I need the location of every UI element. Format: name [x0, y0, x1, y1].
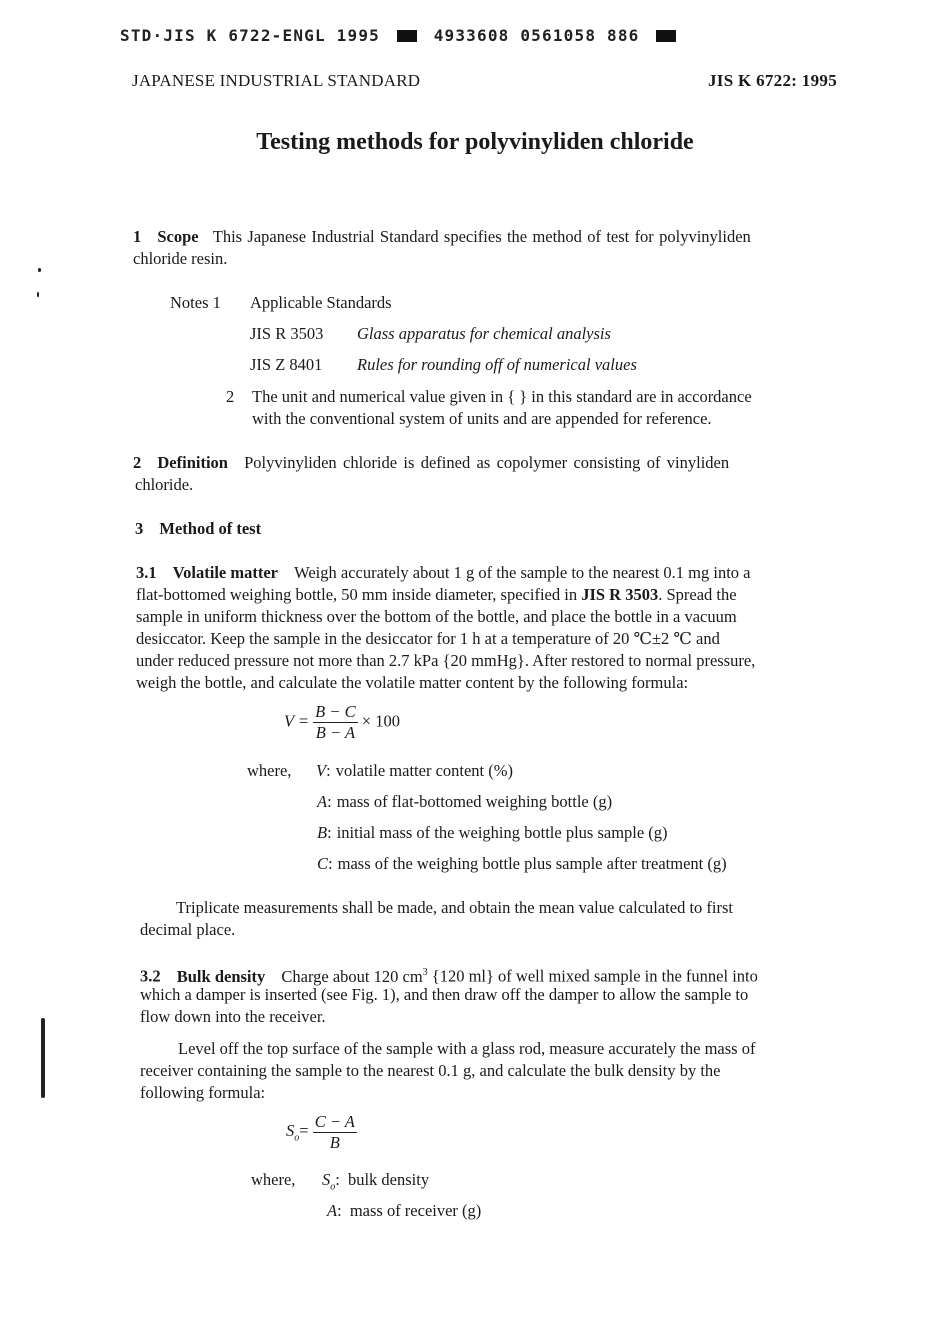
variable-symbol: A — [317, 792, 328, 811]
variable-row: $S_o$: bulk density — [322, 1170, 430, 1193]
text-span: . Spread the — [658, 585, 737, 604]
text-line: This Japanese Industrial Standard specifies the method of test for polyvinyliden — [212, 227, 751, 246]
reference-title: Rules for rounding off of numerical values — [357, 355, 637, 374]
formula-denominator: B — [329, 1133, 340, 1152]
text-line: Weigh accurately about 1 g of the sample to the nearest 0.1 mg into a — [294, 563, 751, 582]
reference-code: JIS Z 8401 — [250, 355, 323, 374]
standard-code: JIS K 6722 — [707, 71, 792, 90]
section-number: 3 — [135, 519, 144, 538]
formula-numerator: B − C — [315, 702, 356, 721]
text-line: which a damper is inserted (see Fig. 1), and then draw off the damper to allow the sample to — [140, 985, 749, 1004]
text-line: chloride resin. — [133, 249, 228, 268]
variable-subscript: o — [330, 1181, 336, 1193]
variable-description: mass of receiver (g) — [349, 1201, 482, 1220]
variable-row — [317, 791, 612, 813]
text-line: Level off the top surface of the sample with a glass rod, measure accurately the mass of — [178, 1039, 756, 1058]
variable-description: initial mass of the weighing bottle plus sample (g) — [336, 823, 668, 842]
where-label: where, — [247, 761, 292, 780]
text-line: sample in uniform thickness over the bottom of the bottle, and place the bottle in a vacuum — [136, 607, 737, 626]
colon: : — [327, 792, 332, 811]
section-number: 3.1 — [136, 563, 157, 582]
formula-equals: = — [299, 1121, 309, 1141]
variable-row — [317, 822, 668, 844]
formula-fraction — [313, 1112, 357, 1153]
variable-row — [316, 760, 513, 782]
header-standard-label: JAPANESE INDUSTRIAL STANDARD — [132, 71, 421, 90]
text-span: Charge about 120 cm — [281, 966, 423, 986]
colon: : — [328, 854, 333, 873]
formula-numerator: C − A — [314, 1112, 355, 1131]
text-line: with the conventional system of units and are appended for reference. — [252, 409, 712, 428]
formula-subscript: o — [294, 1132, 300, 1144]
notes-label: Notes 1 — [170, 293, 221, 312]
margin-mark — [37, 292, 39, 297]
variable-symbol: C — [317, 854, 329, 873]
formula-multiplier: × 100 — [361, 711, 400, 731]
text-line: decimal place. — [140, 920, 236, 939]
stamp-std: STD·JIS K 6722-ENGL 1995 — [120, 26, 380, 45]
header-standard-number — [708, 71, 837, 91]
superscript: 3 — [422, 967, 428, 978]
variable-symbol: B — [317, 823, 328, 842]
section-3-1 — [136, 562, 751, 584]
section-heading: Method of test — [159, 519, 262, 538]
bulk-density-formula — [286, 1112, 357, 1153]
text-line: weigh the bottle, and calculate the volatile matter content by the following formula: — [136, 673, 689, 692]
page-title: Testing methods for polyvinyliden chloride — [256, 129, 694, 155]
document-stamp — [120, 26, 682, 45]
colon: : — [326, 761, 331, 780]
section-heading: Bulk density — [176, 966, 266, 986]
stamp-block-icon — [656, 30, 676, 42]
reference-code: JIS R 3503 — [581, 585, 659, 604]
variable-description: mass of flat-bottomed weighing bottle (g) — [336, 792, 613, 811]
reference-code: JIS R 3503 — [250, 324, 324, 343]
text-line: chloride. — [135, 475, 194, 494]
text-line: receiver containing the sample to the nearest 0.1 g, and calculate the bulk density by the — [140, 1061, 721, 1080]
formula-lhs — [286, 1121, 309, 1144]
note-2-number: 2 — [226, 387, 235, 406]
variable-description: mass of the weighing bottle plus sample after treatment (g) — [337, 854, 727, 873]
text-line: under reduced pressure not more than 2.7 kPa {20 mmHg}. After restored to normal pressure, — [136, 651, 756, 670]
formula-symbol: S — [286, 1121, 295, 1141]
section-3-heading — [135, 518, 261, 540]
formula-lhs: V = — [284, 711, 310, 731]
reference-title: Glass apparatus for chemical analysis — [357, 324, 611, 343]
text-span: flat-bottomed weighing bottle, 50 mm inside diameter, specified in — [136, 585, 582, 604]
text-span: {120 ml} of well mixed sample in the funnel into — [427, 966, 758, 986]
stamp-block-icon — [397, 30, 417, 42]
stamp-code: 4933608 0561058 886 — [433, 26, 640, 45]
volatile-matter-formula — [284, 702, 400, 743]
section-number: 1 — [133, 227, 142, 246]
variable-symbol: V — [316, 761, 327, 780]
margin-mark — [41, 1018, 45, 1098]
text-line — [136, 584, 737, 606]
text-line: Polyvinyliden chloride is defined as copolymer consisting of vinyliden — [244, 453, 730, 472]
section-1-scope — [133, 226, 751, 248]
section-number: 3.2 — [140, 966, 161, 986]
formula-denominator: B − A — [315, 723, 356, 742]
variable-description: bulk density — [347, 1170, 430, 1189]
where-label: where, — [251, 1170, 296, 1189]
text-line: desiccator. Keep the sample in the desiccator for 1 h at a temperature of 20 ℃±2 ℃ and — [136, 629, 720, 648]
variable-row — [317, 853, 727, 875]
note-1-title: Applicable Standards — [250, 293, 392, 312]
text-line: following formula: — [140, 1083, 266, 1102]
section-2-definition — [133, 452, 729, 474]
variable-row: A: mass of receiver (g) — [327, 1201, 482, 1220]
section-heading: Definition — [157, 453, 228, 472]
variable-symbol: S — [322, 1170, 331, 1189]
colon: : — [327, 823, 332, 842]
variable-symbol: A — [327, 1201, 338, 1220]
text-line: Triplicate measurements shall be made, and obtain the mean value calculated to first — [176, 898, 733, 917]
margin-mark — [38, 268, 41, 272]
text-line: The unit and numerical value given in { } in this standard are in accordance — [252, 387, 752, 406]
section-heading: Volatile matter — [172, 563, 278, 582]
section-number: 2 — [133, 453, 142, 472]
variable-description: volatile matter content (%) — [335, 761, 513, 780]
text-line: flow down into the receiver. — [140, 1007, 326, 1026]
formula-fraction — [313, 702, 357, 743]
standard-year: : 1995 — [791, 71, 837, 90]
section-heading: Scope — [157, 227, 199, 246]
